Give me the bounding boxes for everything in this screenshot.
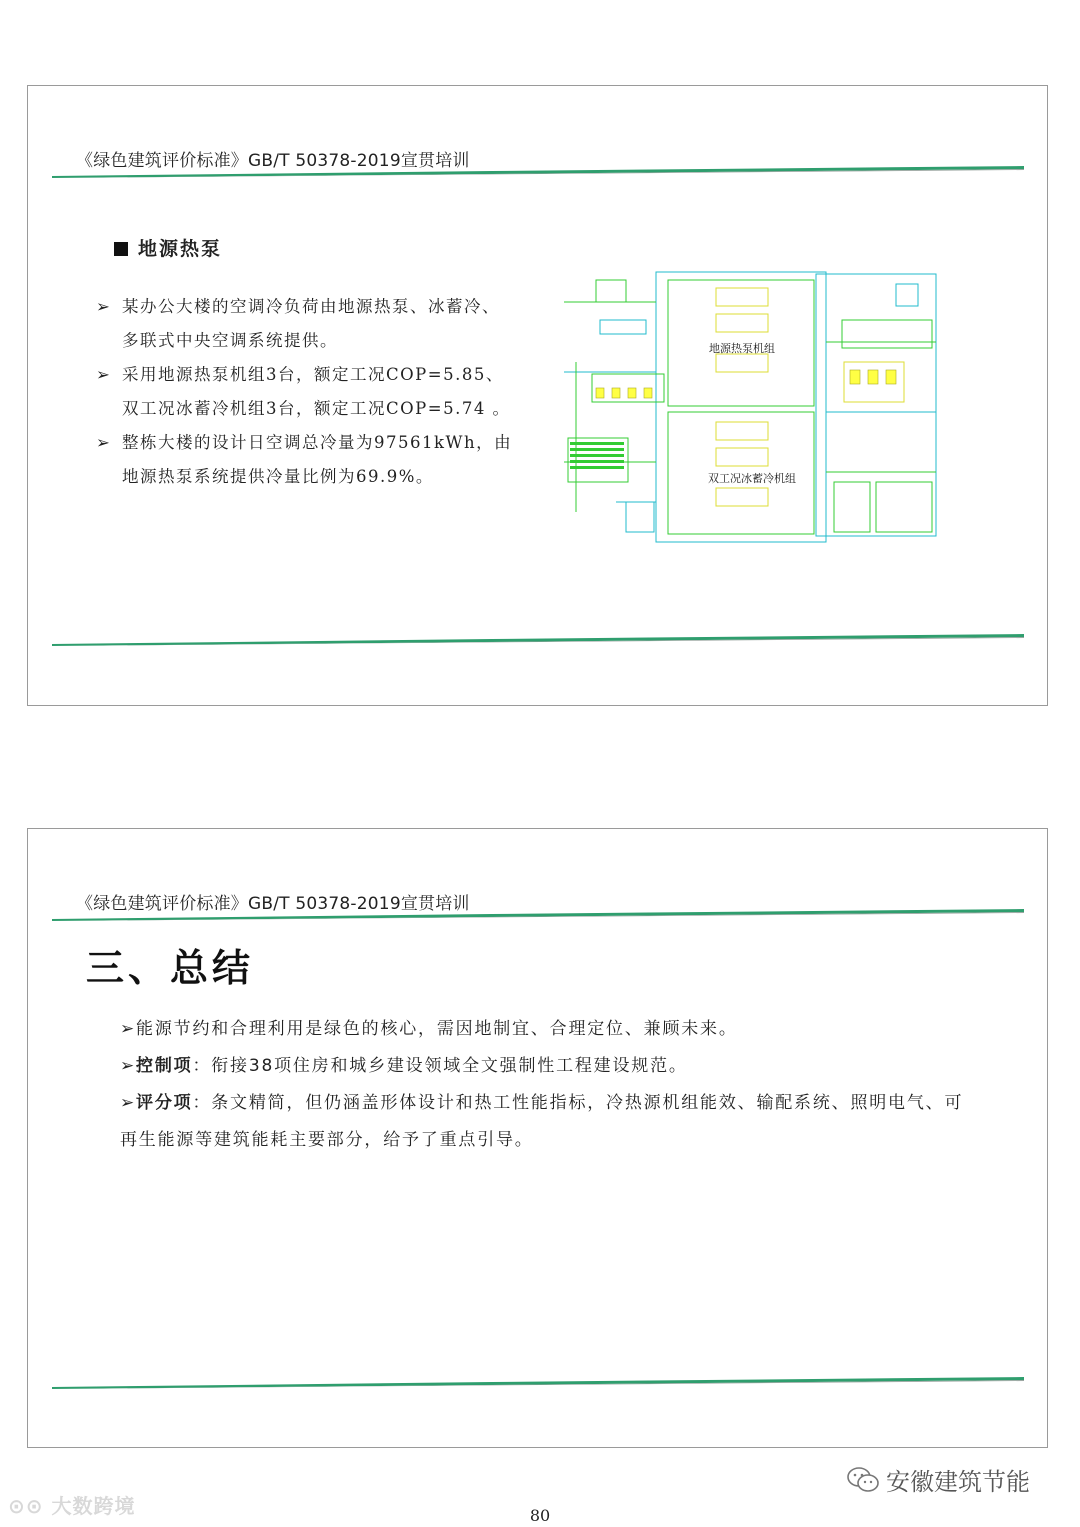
slide-summary (27, 828, 1048, 1448)
list-item (96, 426, 516, 494)
slide-header-title: 《绿色建筑评价标准》GB/T 50378-2019宣贯培训 (76, 151, 470, 171)
hvac-system-schematic (556, 262, 948, 552)
summary-line-text: ：衔接38项住房和城乡建设领域全文强制性工程建设规范。 (192, 1056, 688, 1076)
bullet-text: 某办公大楼的空调冷负荷由地源热泵、冰蓄冷、多联式中央空调系统提供。 (122, 297, 500, 350)
header-stripe (52, 166, 1024, 178)
page-title: 三、总结 (86, 946, 255, 990)
header-stripe (52, 909, 1024, 921)
summary-line (120, 1011, 980, 1048)
diagram-label-bottom: 双工况冰蓄冷机组 (708, 472, 796, 485)
arrow-bullet-icon: ➢ (96, 433, 112, 452)
footer-stripe (52, 634, 1024, 646)
arrow-bullet-icon: ➢ (120, 1093, 137, 1113)
summary-line-text: 能源节约和合理利用是绿色的核心，需因地制宜、合理定位、兼顾未来。 (136, 1019, 738, 1039)
diagram-label-top: 地源热泵机组 (709, 342, 775, 355)
watermark-logo-icon: ⊙⊙ (8, 1494, 52, 1518)
wechat-icon (846, 1466, 880, 1494)
control-items-label: 控制项 (136, 1056, 193, 1076)
arrow-bullet-icon: ➢ (96, 297, 112, 316)
footer-stripe (52, 1377, 1024, 1389)
list-item (96, 290, 516, 358)
square-bullet-icon (114, 242, 128, 256)
arrow-bullet-icon: ➢ (120, 1056, 137, 1076)
summary-line (120, 1048, 980, 1085)
arrow-bullet-icon: ➢ (120, 1019, 137, 1039)
wechat-account-name: 安徽建筑节能 (886, 1468, 1030, 1496)
scoring-items-label: 评分项 (136, 1093, 193, 1113)
bullet-text: 采用地源热泵机组3台，额定工况COP=5.85、双工况冰蓄冷机组3台，额定工况COP=5.74 。 (122, 365, 511, 418)
bullet-list (96, 290, 516, 494)
wechat-watermark (846, 1462, 1030, 1497)
list-item (96, 358, 516, 426)
section-title (114, 234, 222, 261)
summary-text (120, 1011, 980, 1159)
bullet-text: 整栋大楼的设计日空调总冷量为97561kWh，由地源热泵系统提供冷量比例为69.9%。 (122, 433, 513, 486)
arrow-bullet-icon: ➢ (96, 365, 112, 384)
page-number: 80 (529, 1506, 551, 1525)
slide-ground-source-heat-pump (27, 85, 1048, 706)
watermark-text: 大数跨境 (51, 1494, 136, 1518)
section-title-text: 地源热泵 (138, 238, 223, 260)
slide-header-title: 《绿色建筑评价标准》GB/T 50378-2019宣贯培训 (76, 894, 470, 914)
summary-line (120, 1085, 980, 1159)
summary-line-text: ：条文精简，但仍涵盖形体设计和热工性能指标，冷热源机组能效、输配系统、照明电气、可再生能源等建筑能耗主要部分，给予了重点引导。 (120, 1093, 964, 1150)
